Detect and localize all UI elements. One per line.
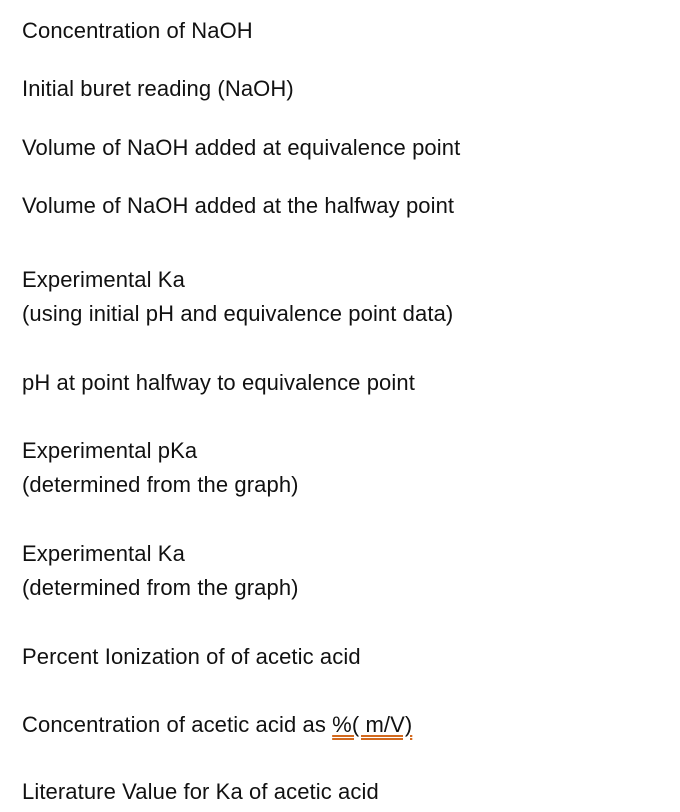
experimental-pka-graph-title: Experimental pKa — [22, 438, 198, 463]
acetic-acid-concentration-label — [22, 713, 412, 737]
spellcheck-flagged-text[interactable]: %( m/V) — [332, 712, 413, 737]
experimental-pka-graph-note: (determined from the graph) — [22, 472, 299, 497]
experimental-ka-initial-note: (using initial pH and equivalence point data) — [22, 301, 454, 326]
initial-buret-reading-label: Initial buret reading (NaOH) — [22, 76, 294, 101]
experimental-ka-graph-note: (determined from the graph) — [22, 575, 299, 600]
volume-halfway-label: Volume of NaOH added at the halfway point — [22, 193, 455, 218]
naoh-concentration-label: Concentration of NaOH — [22, 18, 253, 43]
experimental-ka-graph-title: Experimental Ka — [22, 541, 185, 566]
acetic-acid-concentration-prefix: Concentration of acetic acid as — [22, 712, 333, 737]
percent-ionization-label: Percent Ionization of of acetic acid — [22, 644, 361, 669]
ph-halfway-label: pH at point halfway to equivalence point — [22, 370, 415, 395]
volume-equivalence-label: Volume of NaOH added at equivalence point — [22, 135, 461, 160]
literature-ka-label: Literature Value for Ka of acetic acid — [22, 779, 379, 804]
experimental-ka-initial-title: Experimental Ka — [22, 267, 185, 292]
